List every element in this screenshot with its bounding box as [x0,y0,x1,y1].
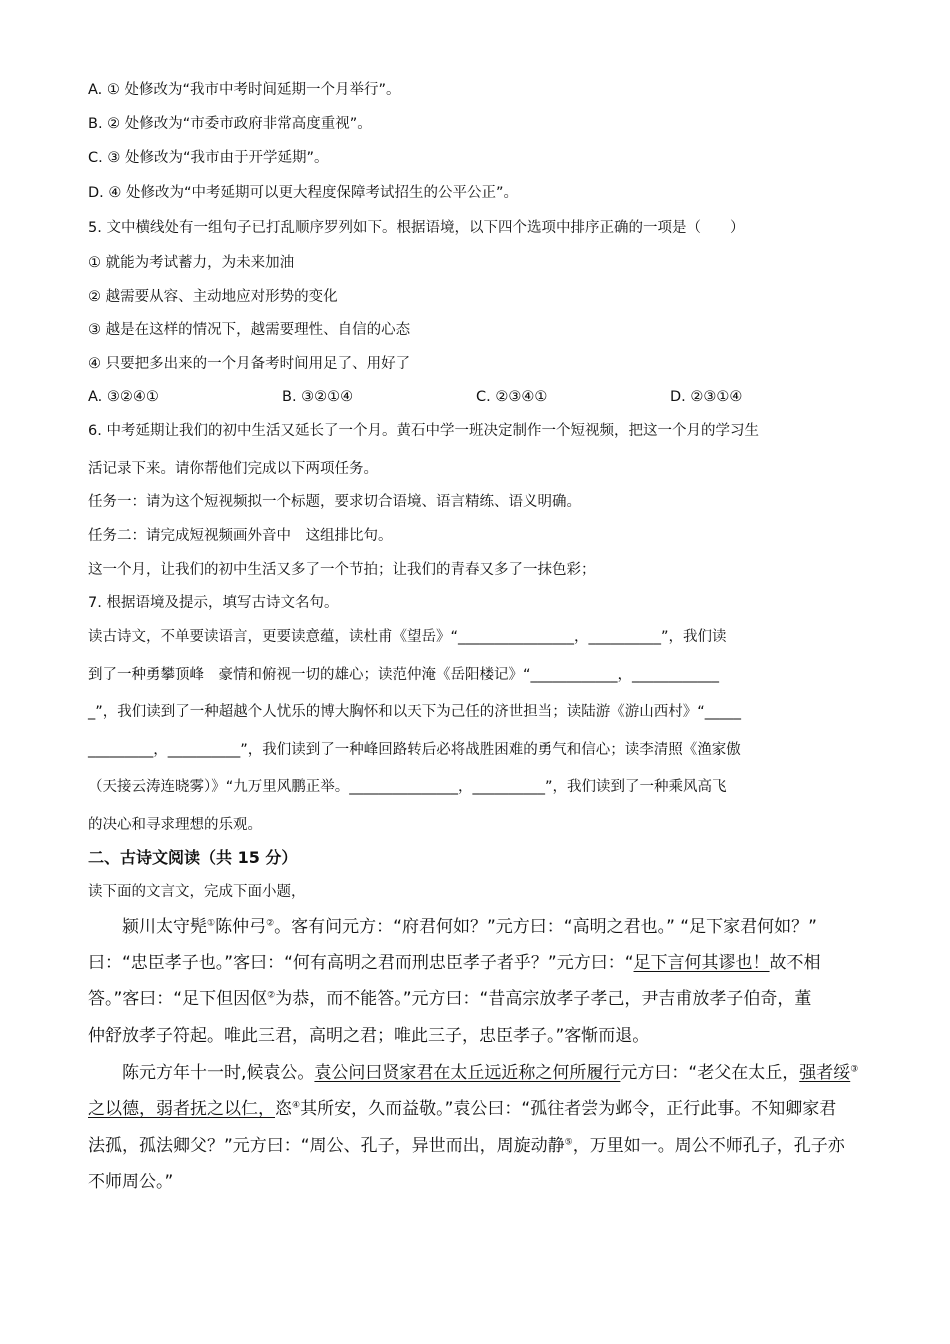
q6-line-2: 活记录下来。请你帮他们完成以下两项任务。 [88,461,378,477]
section-instruction: 读下面的文言文，完成下面小题， [88,884,306,900]
q5-choice-d: D. ②③①④ [670,389,743,405]
passage-p2-line-4: 不师周公。” [88,1172,174,1192]
q5-item-1: ① 就能为考试蓄力，为未来加油 [88,255,295,271]
q4-option-d: D. ④ 处修改为“中考延期可以更大程度保障考试招生的公平公正”。 [88,185,519,201]
q5-stem: 5. 文中横线处有一组句子已打乱顺序罗列如下。根据语境，以下四个选项中排序正确的一项是（ ） [88,220,745,236]
passage-p1-line-2: 曰：“忠臣孝子也。”客曰：“何有高明之君而刑忠臣孝子者乎？”元方曰：“足下言何其谬也！故不相 [88,953,821,973]
q7-line-5: （天接云涛连晓雾）》“九万里风鹏正举。_______________，__________”，我们读到了一种乘风高飞 [88,779,727,795]
q7-line-3: _”，我们读到了一种超越个人忧乐的博大胸怀和以天下为己任的济世担当；读陆游《游山西村》“_____ [88,704,742,720]
q4-option-b: B. ② 处修改为“市委市政府非常高度重视”。 [88,116,372,132]
passage-p2-line-1: 陈元方年十一时,候袁公。袁公问曰贤家君在太丘远近称之何所履行元方曰：“老父在太丘，强者绥③ [88,1063,859,1083]
passage-p2-line-3: 法孤，孤法卿父？”元方曰：“周公、孔子，异世而出，周旋动静⑤，万里如一。周公不师孔子，孔子亦 [88,1136,845,1156]
q5-item-4: ④ 只要把多出来的一个月备考时间用足了、用好了 [88,356,411,372]
passage-p1-line-3: 答。”客曰：“足下但因伛②为恭，而不能答。”元方曰：“昔高宗放孝子孝己，尹吉甫放孝子伯奇，董 [88,989,812,1009]
q7-line-1: 读古诗文，不单要读语言，更要读意蕴，读杜甫《望岳》“________________，__________”，我们读 [88,629,727,645]
q4-option-c: C. ③ 处修改为“我市由于开学延期”。 [88,150,329,166]
passage-p1-line-4: 仲舒放孝子符起。唯此三君，高明之君；唯此三子，忠臣孝子。”客惭而退。 [88,1026,650,1046]
q7-stem: 7. 根据语境及提示，填写古诗文名句。 [88,595,339,611]
underlined-sentence: 足下言何其谬也！ [633,953,770,973]
underlined-question: 袁公问曰贤家君在太丘远近称之何所履行 [314,1063,621,1083]
q5-choice-b: B. ③②①④ [282,389,354,405]
q5-item-2: ② 越需要从容、主动地应对形势的变化 [88,289,338,305]
q5-choice-a: A. ③②④① [88,389,159,405]
q5-choice-c: C. ②③④① [476,389,548,405]
q6-task-1: 任务一：请为这个短视频拟一个标题，要求切合语境、语言精练、语义明确。 [88,494,581,510]
q4-option-a: A. ① 处修改为“我市中考时间延期一个月举行”。 [88,82,401,98]
passage-p1-line-1: 颍川太守髡①陈仲弓②。客有问元方：“府君何如？”元方曰：“高明之君也。” “足下家君何如？” [88,917,817,937]
q6-line-1: 6. 中考延期让我们的初中生活又延长了一个月。黄石中学一班决定制作一个短视频，把这一个月的学习生 [88,423,759,439]
q7-line-6: 的决心和寻求理想的乐观。 [88,817,262,833]
q7-line-2: 到了一种勇攀顶峰 豪情和俯视一切的雄心；读范仲淹《岳阳楼记》“____________，____________ [88,667,720,683]
underlined-phrase: 之以德，弱者抚之以仁， [88,1099,275,1119]
q7-line-4: _________，__________”，我们读到了一种峰回路转后必将战胜困难的勇气和信心；读李清照《渔家傲 [88,742,741,758]
q6-task-2: 任务二：请完成短视频画外音中 这组排比句。 [88,528,393,544]
section-title: 二、古诗文阅读（共 15 分） [88,848,298,867]
q5-item-3: ③ 越是在这样的情况下，越需要理性、自信的心态 [88,322,411,338]
q6-sentence: 这一个月，让我们的初中生活又多了一个节拍；让我们的青春又多了一抹色彩； [88,562,596,578]
passage-p2-line-2: 之以德，弱者抚之以仁，恣④其所安，久而益敬。”袁公曰：“孤往者尝为邺令，正行此事。不知卿家君 [88,1099,837,1119]
